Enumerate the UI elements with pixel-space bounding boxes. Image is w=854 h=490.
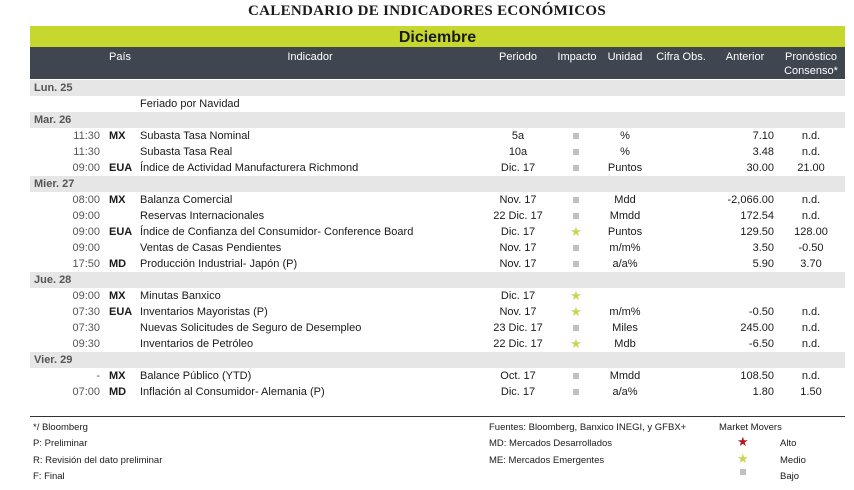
time-cell: - [96, 370, 100, 382]
impact-icon [561, 240, 591, 254]
legend-high-icon: ★ [737, 434, 749, 449]
period-cell: Nov. 17 [499, 306, 537, 318]
impact-icon [561, 368, 591, 382]
country-cell: MX [109, 290, 126, 302]
header-pronostico: Pronóstico [785, 51, 837, 63]
indicator-cell: Producción Industrial- Japón (P) [140, 258, 298, 270]
forecast-cell: n.d. [801, 194, 821, 206]
forecast-cell: 128.00 [794, 226, 828, 238]
legend-title: Market Movers [719, 422, 782, 433]
header-unidad: Unidad [607, 51, 643, 63]
header-indicador: Indicador [287, 51, 333, 63]
impact-icon [561, 144, 591, 158]
period-cell: Nov. 17 [499, 194, 537, 206]
unit-cell: % [620, 130, 630, 142]
previous-cell: 30.00 [746, 162, 774, 174]
time-cell: 17:50 [72, 258, 100, 270]
period-cell: 23 Dic. 17 [493, 322, 543, 334]
footer-note: P: Preliminar [33, 438, 88, 449]
country-cell: EUA [109, 226, 133, 238]
unit-cell: % [620, 146, 630, 158]
time-cell: 09:00 [72, 242, 100, 254]
time-cell: 09:30 [72, 338, 100, 350]
table-row [30, 144, 845, 160]
header-pais: País [109, 51, 132, 63]
impact-icon: ★ [570, 304, 582, 319]
table-row [30, 128, 845, 144]
table-row [30, 288, 845, 304]
table-row [30, 224, 845, 240]
previous-cell: 7.10 [752, 130, 774, 142]
month-bar: Diciembre [30, 26, 845, 47]
previous-cell: 3.48 [752, 146, 774, 158]
time-cell: 08:00 [72, 194, 100, 206]
calendar-table [30, 80, 845, 400]
table-row [30, 320, 845, 336]
table-header [30, 47, 845, 79]
forecast-cell: n.d. [801, 322, 821, 334]
unit-cell: Puntos [607, 226, 643, 238]
day-label: Mier. 27 [34, 178, 75, 190]
footer-note: */ Bloomberg [33, 422, 88, 433]
forecast-cell: 21.00 [797, 162, 825, 174]
day-label: Vier. 29 [34, 354, 73, 366]
impact-icon [561, 208, 591, 222]
previous-cell: 129.50 [740, 226, 774, 238]
forecast-cell: n.d. [801, 210, 821, 222]
indicator-cell: Inventarios Mayoristas (P) [140, 306, 268, 318]
indicator-cell: Subasta Tasa Nominal [140, 130, 250, 142]
unit-cell: a/a% [612, 386, 638, 398]
indicator-cell: Inflación al Consumidor- Alemania (P) [140, 386, 325, 398]
period-cell: 5a [511, 130, 525, 142]
footer-note: R: Revisión del dato preliminar [33, 455, 163, 466]
period-cell: Oct. 17 [500, 370, 536, 382]
indicator-cell: Ventas de Casas Pendientes [140, 242, 282, 254]
unit-cell: a/a% [612, 258, 638, 270]
indicator-cell: Balanza Comercial [140, 194, 233, 206]
day-header [30, 272, 845, 288]
previous-cell: 245.00 [740, 322, 774, 334]
day-header [30, 80, 845, 96]
period-cell: Dic. 17 [500, 226, 536, 238]
previous-cell: 108.50 [740, 370, 774, 382]
previous-cell: 3.50 [752, 242, 774, 254]
period-cell: 10a [508, 146, 528, 158]
table-row [30, 336, 845, 352]
forecast-cell: n.d. [801, 306, 821, 318]
country-cell: MX [109, 370, 126, 382]
legend-high-label: Alto [780, 438, 797, 449]
indicator-cell: Índice de Actividad Manufacturera Richmond [140, 162, 359, 174]
time-cell: 11:30 [73, 130, 100, 142]
time-cell: 09:00 [72, 290, 100, 302]
time-cell: 09:00 [72, 210, 100, 222]
period-cell: Dic. 17 [500, 386, 536, 398]
day-label: Jue. 28 [34, 274, 72, 286]
header-periodo: Periodo [499, 51, 537, 63]
header-anterior: Anterior [725, 51, 765, 63]
country-cell: MD [109, 258, 127, 270]
footer-divider [30, 416, 845, 417]
unit-cell: m/m% [609, 306, 641, 318]
previous-cell: 5.90 [752, 258, 774, 270]
forecast-cell: 3.70 [800, 258, 822, 270]
indicator-cell: Reservas Internacionales [140, 210, 265, 222]
table-row [30, 368, 845, 384]
footer-note: F: Final [33, 471, 65, 482]
forecast-cell: -0.50 [798, 242, 824, 254]
country-cell: MD [109, 386, 127, 398]
table-row [30, 96, 845, 112]
country-cell: EUA [109, 162, 133, 174]
table-row [30, 240, 845, 256]
time-cell: 07:30 [72, 322, 100, 334]
period-cell: 22 Dic. 17 [493, 338, 543, 350]
forecast-cell: n.d. [801, 370, 821, 382]
impact-icon [561, 160, 591, 174]
unit-cell: Mdd [614, 194, 636, 206]
indicator-cell: Balance Público (YTD) [140, 370, 252, 382]
forecast-cell: n.d. [801, 130, 821, 142]
legend-low-label: Bajo [780, 471, 800, 482]
impact-icon [561, 256, 591, 270]
indicator-cell: Subasta Tasa Real [140, 146, 233, 158]
country-cell: EUA [109, 306, 133, 318]
day-label: Lun. 25 [34, 82, 73, 94]
time-cell: 11:30 [73, 146, 100, 158]
table-row [30, 192, 845, 208]
legend-low-icon [740, 464, 746, 478]
page-title: CALENDARIO DE INDICADORES ECONÓMICOS [248, 3, 606, 19]
footer-me: ME: Mercados Emergentes [489, 455, 605, 466]
country-cell: MX [109, 194, 126, 206]
impact-icon [561, 192, 591, 206]
footer-sources: Fuentes: Bloomberg, Banxico INEGI, y GFBX+ [489, 422, 687, 433]
time-cell: 07:30 [72, 306, 100, 318]
previous-cell: -2,066.00 [727, 194, 774, 206]
previous-cell: 172.54 [740, 210, 774, 222]
day-header [30, 176, 845, 192]
forecast-cell: n.d. [801, 146, 821, 158]
unit-cell: Mmdd [609, 210, 641, 222]
time-cell: 09:00 [72, 162, 100, 174]
unit-cell: Mmdd [609, 370, 641, 382]
table-row [30, 208, 845, 224]
indicator-cell: Inventarios de Petróleo [140, 338, 254, 350]
impact-icon [561, 320, 591, 334]
impact-icon [561, 384, 591, 398]
legend-medium-label: Medio [780, 455, 806, 466]
table-row [30, 304, 845, 320]
time-cell: 07:00 [72, 386, 100, 398]
time-cell: 09:00 [72, 226, 100, 238]
day-header [30, 112, 845, 128]
day-label: Mar. 26 [34, 114, 72, 126]
impact-icon: ★ [570, 336, 582, 351]
day-header [30, 352, 845, 368]
table-row [30, 384, 845, 400]
unit-cell: Miles [612, 322, 638, 334]
indicator-cell: Minutas Banxico [140, 290, 221, 302]
footer-md: MD: Mercados Desarrollados [489, 438, 613, 449]
header-impacto: Impacto [557, 51, 597, 63]
unit-cell: Mdb [614, 338, 636, 350]
period-cell: 22 Dic. 17 [493, 210, 543, 222]
period-cell: Dic. 17 [500, 290, 536, 302]
indicator-cell: Índice de Confianza del Consumidor- Conference Board [140, 226, 414, 238]
previous-cell: -6.50 [748, 338, 774, 350]
header-cifra: Cifra Obs. [656, 51, 706, 63]
legend-medium-icon: ★ [737, 451, 749, 466]
header-consenso: Consenso* [784, 65, 838, 77]
unit-cell: m/m% [609, 242, 641, 254]
indicator-cell: Nuevas Solicitudes de Seguro de Desempleo [140, 322, 362, 334]
impact-icon: ★ [570, 224, 582, 239]
forecast-cell: 1.50 [800, 386, 822, 398]
forecast-cell: n.d. [801, 338, 821, 350]
previous-cell: -0.50 [748, 306, 774, 318]
period-cell: Nov. 17 [499, 242, 537, 254]
indicator-cell: Feriado por Navidad [140, 98, 240, 110]
country-cell: MX [109, 130, 126, 142]
previous-cell: 1.80 [752, 386, 774, 398]
table-row [30, 160, 845, 176]
impact-icon: ★ [570, 288, 582, 303]
unit-cell: Puntos [607, 162, 643, 174]
impact-icon [561, 128, 591, 142]
table-row [30, 256, 845, 272]
period-cell: Nov. 17 [499, 258, 537, 270]
period-cell: Dic. 17 [500, 162, 536, 174]
